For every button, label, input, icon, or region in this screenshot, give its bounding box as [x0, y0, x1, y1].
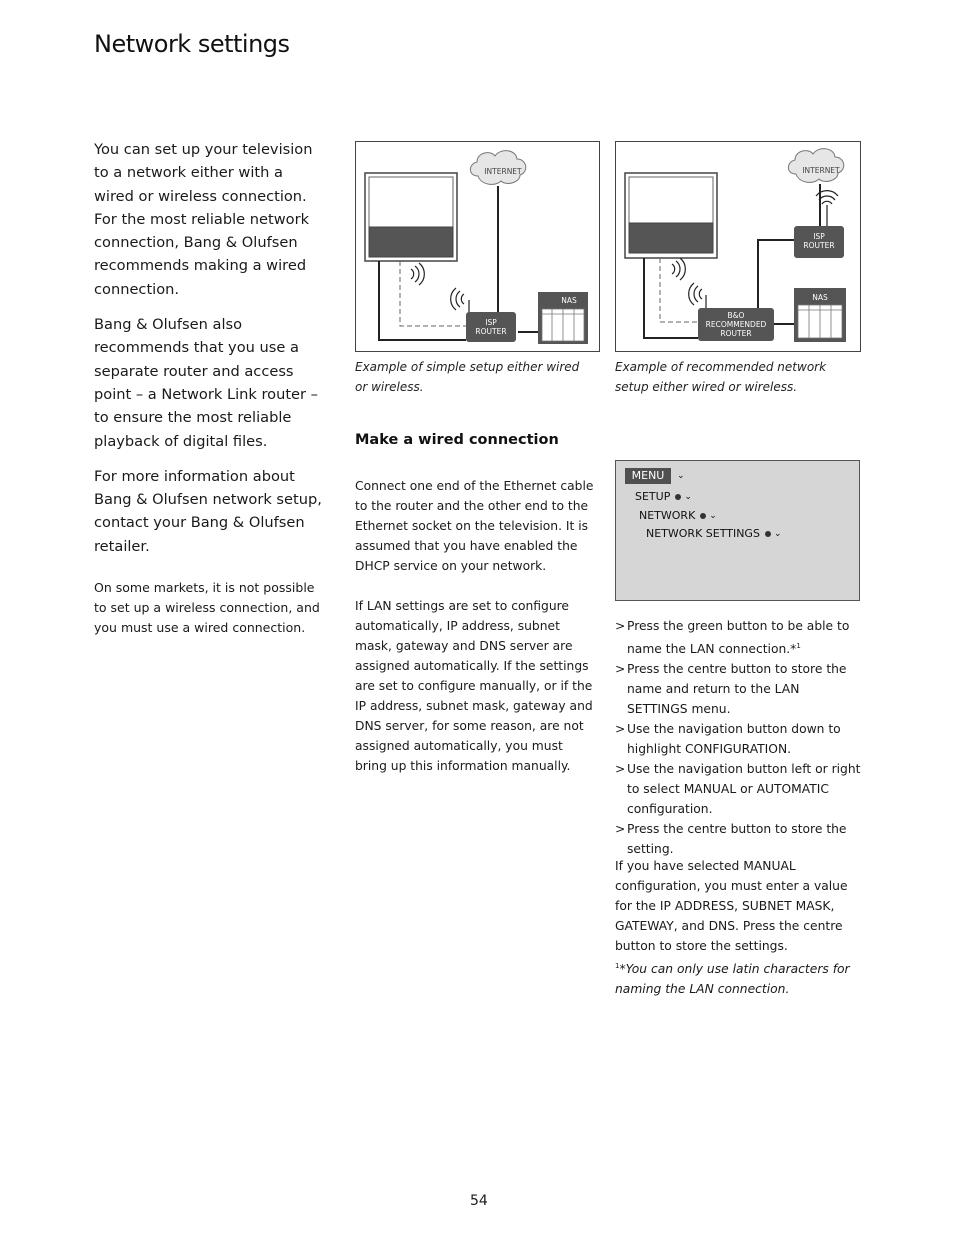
- footnote-text: *You can only use latin characters for naming the LAN connection.: [615, 962, 850, 997]
- simple-setup-diagram: [355, 141, 600, 352]
- page-title: Network settings: [94, 30, 290, 58]
- isp-router-label-line1: ISP: [813, 232, 825, 241]
- wifi-signal-icon: [689, 283, 702, 305]
- nas-label: NAS: [561, 296, 577, 305]
- simple-setup-caption: Example of simple setup either wired or wireless.: [355, 360, 580, 394]
- chevron-down-icon: ⌄: [677, 471, 685, 481]
- centre-button-term: centre: [803, 919, 843, 933]
- router-label-line2: ROUTER: [475, 327, 507, 336]
- step-marker: >: [615, 662, 626, 677]
- steps-list: [615, 616, 863, 859]
- menu-path-box: [615, 460, 860, 601]
- dot-icon: [765, 531, 771, 537]
- intro-column: [94, 138, 326, 638]
- market-note: On some markets, it is not possible to set up a wireless connection, and you must use a wired connection.: [94, 580, 320, 636]
- manual-config-paragraph: If you have selected MANUAL configuration, you must enter a value for the IP ADDRESS, SUBNET MASK, GATEWAY, and DNS. Press the centre button to store the settings.: [615, 859, 848, 953]
- menu-level-setup-label: SETUP: [635, 490, 671, 503]
- step-marker: >: [615, 619, 626, 633]
- recommended-setup-illustration: [616, 142, 860, 351]
- router-label-line1: ISP: [485, 318, 497, 327]
- centre-button-term: centre: [687, 822, 727, 837]
- wifi-signal-icon: [672, 258, 685, 280]
- wifi-signal-icon: [411, 263, 424, 285]
- centre-button-term: centre: [687, 662, 727, 677]
- bo-router-label-line1: B&O: [727, 311, 745, 320]
- menu-level-network-settings-label: NETWORK SETTINGS: [646, 527, 760, 540]
- step-item: > Press the centre button to store the name and return to the LAN SETTINGS menu.: [615, 659, 863, 719]
- step-item: > Press the centre button to store the setting.: [615, 819, 863, 859]
- menu-tab: MENU: [625, 468, 671, 484]
- menu-level-network-settings: [646, 527, 782, 540]
- bo-router-label-line2: RECOMMENDED: [705, 320, 767, 329]
- page-number: 54: [470, 1193, 488, 1209]
- dot-icon: [700, 513, 706, 519]
- isp-router-label-line2: ROUTER: [803, 241, 835, 250]
- intro-paragraph-2: Bang & Olufsen also recommends that you use a separate router and access point – a Network Link router – to ensure the most reliable playback of digital files.: [94, 316, 318, 450]
- wired-text: [355, 476, 595, 796]
- intro-paragraph-3: For more information about Bang & Olufsen network setup, contact your Bang & Olufsen retailer.: [94, 467, 322, 555]
- step-item: > Press the green button to be able to name the LAN connection.*$^1$: [615, 616, 863, 659]
- internet-label: INTERNET: [802, 166, 840, 175]
- step-marker: >: [615, 762, 626, 777]
- intro-paragraph-1: You can set up your television to a network either with a wired or wireless connection. For the most reliable network connection, Bang & Olufsen recommends making a wired connection.: [94, 141, 313, 298]
- simple-setup-illustration: [356, 142, 599, 351]
- recommended-setup-diagram: [615, 141, 861, 352]
- wired-paragraph-1: Connect one end of the Ethernet cable to the router and the other end to the Ethernet socket on the television. It is assumed that you have enabled the DHCP service on your network.: [355, 479, 594, 573]
- wifi-signal-icon: [451, 288, 464, 310]
- green-button-term: green: [687, 619, 723, 633]
- step-item: > Use the navigation button left or right to select MANUAL or AUTOMATIC configuration.: [615, 759, 863, 819]
- step-item: > Use the navigation button down to highlight CONFIGURATION.: [615, 719, 863, 759]
- menu-level-setup: [635, 490, 692, 503]
- nas-label: NAS: [812, 293, 828, 302]
- footnote-number: 1: [615, 962, 620, 970]
- chevron-down-icon: ⌄: [684, 492, 692, 502]
- dot-icon: [675, 494, 681, 500]
- recommended-setup-caption: Example of recommended network setup either wired or wireless.: [615, 360, 827, 394]
- bo-router-label-line3: ROUTER: [720, 329, 752, 338]
- chevron-down-icon: ⌄: [773, 529, 782, 539]
- wired-paragraph-2: If LAN settings are set to configure automatically, IP address, subnet mask, gateway and DNS server are assigned automatically. If the settings are set to configure manually, or if the IP address, subnet mask, gateway and DNS server, for some reason, are not assigned automatically, you must bring up this information manually.: [355, 599, 593, 773]
- step-marker: >: [615, 822, 626, 837]
- section-heading: Make a wired connection: [355, 432, 559, 448]
- footnote-ref: 1: [796, 642, 801, 650]
- chevron-down-icon: ⌄: [709, 511, 717, 521]
- footnote: [615, 956, 863, 999]
- menu-level-network: [639, 509, 717, 522]
- menu-level-network-label: NETWORK: [639, 509, 696, 522]
- internet-label: INTERNET: [484, 167, 522, 176]
- step-marker: >: [615, 722, 626, 737]
